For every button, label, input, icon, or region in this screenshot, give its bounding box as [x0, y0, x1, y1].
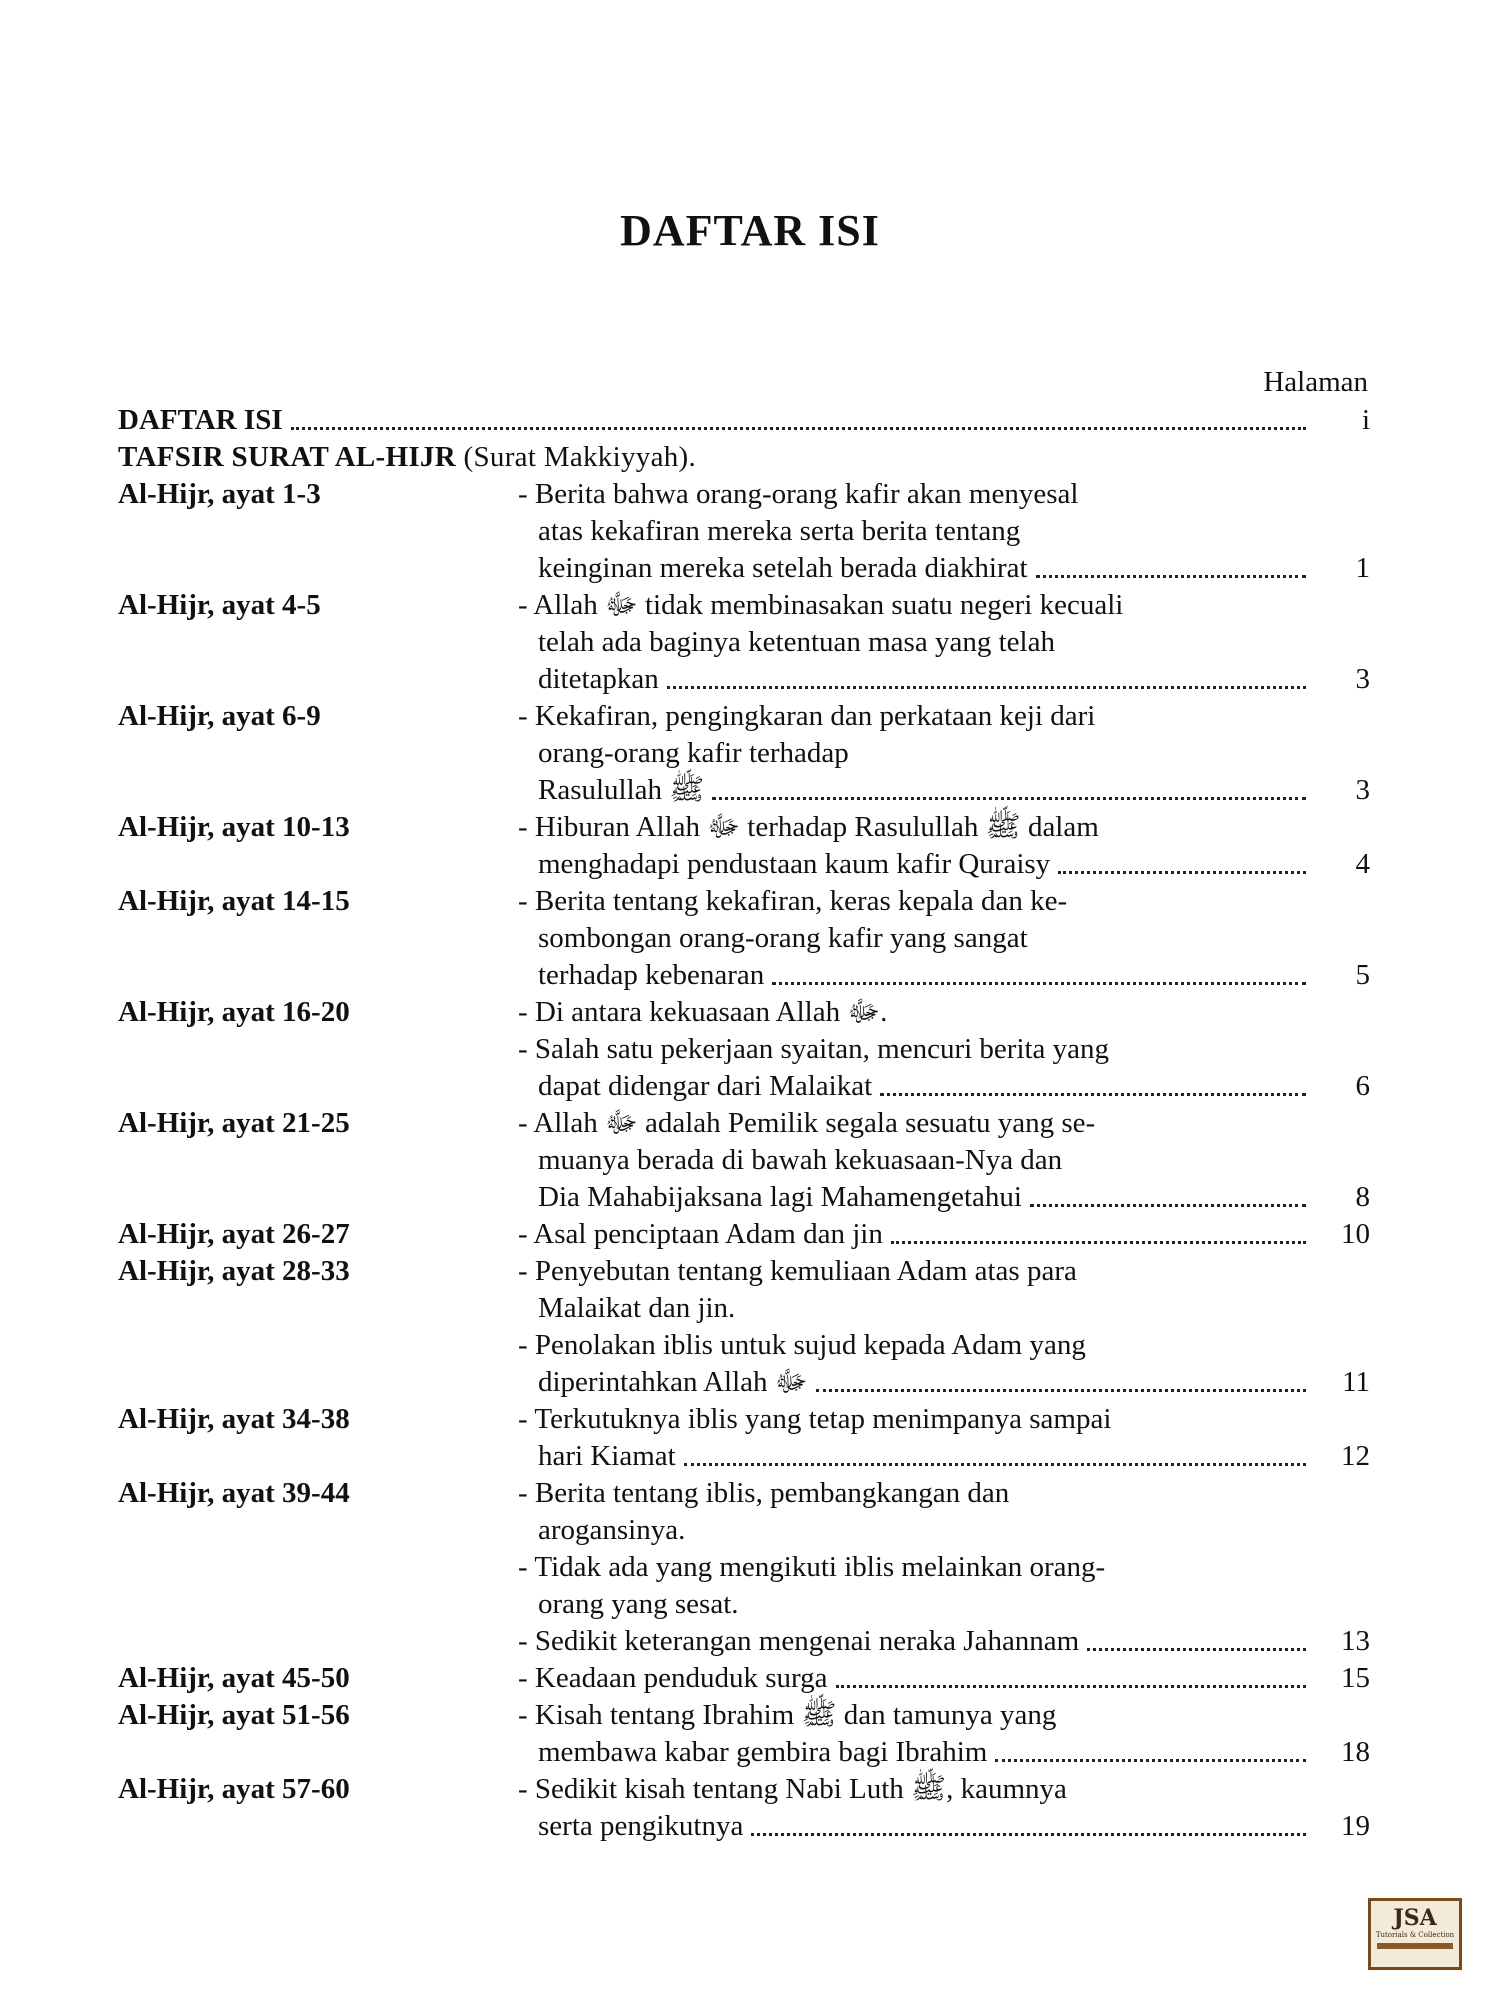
entry-line [518, 698, 1370, 735]
entry-item [518, 883, 1370, 994]
entry-line [518, 1105, 1370, 1142]
page-number: 3 [1355, 774, 1370, 806]
entry-label: Al-Hijr, ayat 34-38 [118, 1403, 350, 1435]
toc-entry [118, 587, 1370, 698]
entry-item [518, 1401, 1370, 1475]
leader-dots [891, 1241, 1306, 1244]
entry-line [518, 661, 1370, 698]
page-number: 13 [1341, 1625, 1370, 1657]
page-number: 11 [1342, 1366, 1370, 1398]
entry-label: Al-Hijr, ayat 1-3 [118, 478, 321, 510]
entry-text: - Salah satu pekerjaan syaitan, mencuri berita yang [518, 1033, 1110, 1065]
entry-text: orang yang sesat. [538, 1588, 739, 1620]
entry-line [518, 1623, 1370, 1660]
entry-line [518, 1586, 1370, 1623]
page-title: DAFTAR ISI [620, 206, 880, 255]
entry-item [518, 1660, 1370, 1697]
entry-label: Al-Hijr, ayat 28-33 [118, 1255, 350, 1287]
toc-entry [118, 1697, 1370, 1771]
toc-entry [118, 1253, 1370, 1401]
entry-line [518, 846, 1370, 883]
toc-entry [118, 698, 1370, 809]
entry-line [518, 587, 1370, 624]
entry-line [518, 1031, 1370, 1068]
entry-line [518, 1401, 1370, 1438]
leader-dots [1058, 871, 1306, 874]
entry-label: Al-Hijr, ayat 45-50 [118, 1662, 350, 1694]
entry-line [518, 1364, 1370, 1401]
entry-line [518, 1549, 1370, 1586]
entry-text: keinginan mereka setelah berada diakhirat [538, 552, 1028, 584]
leader-dots [816, 1389, 1306, 1392]
entry-item [518, 1327, 1370, 1401]
toc-entry [118, 1475, 1370, 1660]
leader-dots [1030, 1204, 1306, 1207]
entry-line [518, 1327, 1370, 1364]
leader-dots [772, 982, 1306, 985]
page-number: 18 [1341, 1736, 1370, 1768]
entry-items [518, 1660, 1370, 1697]
entry-item [518, 587, 1370, 698]
entry-text: - Berita tentang kekafiran, keras kepala dan ke- [518, 885, 1068, 917]
entry-label: Al-Hijr, ayat 14-15 [118, 885, 350, 917]
leader-dots [880, 1093, 1306, 1096]
entry-items [518, 476, 1370, 587]
entry-text: - Berita tentang iblis, pembangkangan dan [518, 1477, 1010, 1509]
entry-line [518, 1734, 1370, 1771]
logo-text: JSA [1393, 1905, 1437, 1931]
entry-text: - Sedikit keterangan mengenai neraka Jahannam [518, 1625, 1080, 1657]
entry-item [518, 1697, 1370, 1771]
entry-line [518, 772, 1370, 809]
entry-line [518, 957, 1370, 994]
toc-entries [118, 476, 1370, 1845]
toc-entry [118, 1401, 1370, 1475]
entry-line [518, 1660, 1370, 1697]
entry-text: - Berita bahwa orang-orang kafir akan menyesal [518, 478, 1079, 510]
leader-dots [291, 427, 1306, 430]
entry-items [518, 1697, 1370, 1771]
toc-entry [118, 476, 1370, 587]
toc-entry [118, 1105, 1370, 1216]
entry-items [518, 1253, 1370, 1401]
entry-line [518, 1808, 1370, 1845]
entry-text: - Allah ﷻ tidak membinasakan suatu negeri kecuali [518, 589, 1124, 621]
entry-text: ditetapkan [538, 663, 659, 695]
toc-entry [118, 1216, 1370, 1253]
entry-line [518, 920, 1370, 957]
page-number: 4 [1355, 848, 1370, 880]
entry-text: - Penolakan iblis untuk sujud kepada Adam yang [518, 1329, 1086, 1361]
page-number: 6 [1355, 1070, 1370, 1102]
toc-entry [118, 994, 1370, 1105]
entry-text: muanya berada di bawah kekuasaan-Nya dan [538, 1144, 1063, 1176]
entry-text: - Terkutuknya iblis yang tetap menimpanya sampai [518, 1403, 1112, 1435]
entry-text: telah ada baginya ketentuan masa yang telah [538, 626, 1055, 658]
entry-line [518, 1253, 1370, 1290]
entry-item [518, 1771, 1370, 1845]
leader-dots [836, 1685, 1307, 1688]
page-number: 3 [1355, 663, 1370, 695]
entry-text: - Allah ﷻ adalah Pemilik segala sesuatu yang se- [518, 1107, 1096, 1139]
entry-text: - Kekafiran, pengingkaran dan perkataan keji dari [518, 700, 1096, 732]
entry-items [518, 883, 1370, 994]
entry-text: Malaikat dan jin. [538, 1292, 736, 1324]
entry-line [518, 994, 1370, 1031]
entry-label: Al-Hijr, ayat 4-5 [118, 589, 321, 621]
entry-line [518, 1697, 1370, 1734]
page-number: 19 [1341, 1810, 1370, 1842]
entry-text: serta pengikutnya [538, 1810, 744, 1842]
section-title: TAFSIR SURAT AL-HIJR [118, 441, 456, 473]
entry-text: - Penyebutan tentang kemuliaan Adam atas para [518, 1255, 1077, 1287]
entry-label: Al-Hijr, ayat 26-27 [118, 1218, 350, 1250]
toc-top-label: DAFTAR ISI [118, 404, 283, 436]
entry-text: - Di antara kekuasaan Allah ﷻ. [518, 996, 888, 1028]
entry-items [518, 1475, 1370, 1660]
leader-dots [995, 1759, 1306, 1762]
page-number: 12 [1341, 1440, 1370, 1472]
entry-line [518, 1216, 1370, 1253]
page-number: 8 [1355, 1181, 1370, 1213]
leader-dots [667, 686, 1306, 689]
entry-label: Al-Hijr, ayat 10-13 [118, 811, 350, 843]
entry-label: Al-Hijr, ayat 39-44 [118, 1477, 350, 1509]
section-heading [118, 439, 1370, 476]
page-number: 10 [1341, 1218, 1370, 1250]
section-subtitle: (Surat Makkiyyah). [463, 441, 697, 473]
entry-items [518, 1105, 1370, 1216]
entry-line [518, 735, 1370, 772]
entry-line [518, 550, 1370, 587]
table-of-contents [118, 402, 1370, 1845]
entry-item [518, 476, 1370, 587]
leader-dots [712, 797, 1306, 800]
publisher-logo [1368, 1898, 1462, 1970]
entry-item [518, 809, 1370, 883]
entry-text: - Sedikit kisah tentang Nabi Luth ﷺ, kaumnya [518, 1773, 1067, 1805]
entry-line [518, 1475, 1370, 1512]
entry-line [518, 1068, 1370, 1105]
toc-entry [118, 1660, 1370, 1697]
entry-items [518, 587, 1370, 698]
entry-item [518, 1105, 1370, 1216]
entry-line [518, 1438, 1370, 1475]
entry-text: Rasulullah ﷺ [538, 774, 705, 806]
entry-text: diperintahkan Allah ﷻ [538, 1366, 808, 1398]
page-column-header: Halaman [1263, 366, 1368, 398]
entry-item [518, 1475, 1370, 1549]
toc-entry [118, 1771, 1370, 1845]
leader-dots [751, 1833, 1306, 1836]
logo-subtext: Tutorials & Collection [1375, 1931, 1455, 1939]
entry-text: atas kekafiran mereka serta berita tentang [538, 515, 1021, 547]
entry-items [518, 1401, 1370, 1475]
leader-dots [1036, 575, 1306, 578]
entry-item [518, 1623, 1370, 1660]
entry-text: sombongan orang-orang kafir yang sangat [538, 922, 1028, 954]
entry-line [518, 1512, 1370, 1549]
toc-entry [118, 883, 1370, 994]
entry-item [518, 1253, 1370, 1327]
leader-dots [684, 1463, 1306, 1466]
entry-item [518, 1216, 1370, 1253]
entry-label: Al-Hijr, ayat 51-56 [118, 1699, 350, 1731]
entry-item [518, 698, 1370, 809]
page-number: 15 [1341, 1662, 1370, 1694]
entry-text: arogansinya. [538, 1514, 686, 1546]
toc-top-page: i [1361, 404, 1370, 436]
entry-label: Al-Hijr, ayat 57-60 [118, 1773, 350, 1805]
entry-text: orang-orang kafir terhadap [538, 737, 849, 769]
toc-entry [118, 809, 1370, 883]
entry-line [518, 1142, 1370, 1179]
entry-text: menghadapi pendustaan kaum kafir Quraisy [538, 848, 1051, 880]
entry-items [518, 1216, 1370, 1253]
entry-text: - Asal penciptaan Adam dan jin [518, 1218, 883, 1250]
entry-text: Dia Mahabijaksana lagi Mahamengetahui [538, 1181, 1022, 1213]
entry-items [518, 809, 1370, 883]
entry-text: terhadap kebenaran [538, 959, 765, 991]
entry-text: dapat didengar dari Malaikat [538, 1070, 873, 1102]
entry-line [518, 513, 1370, 550]
entry-text: - Keadaan penduduk surga [518, 1662, 828, 1694]
entry-item [518, 1031, 1370, 1105]
entry-label: Al-Hijr, ayat 6-9 [118, 700, 321, 732]
entry-line [518, 883, 1370, 920]
entry-item [518, 1549, 1370, 1623]
entry-items [518, 994, 1370, 1105]
leader-dots [1087, 1648, 1306, 1651]
entry-item [518, 994, 1370, 1031]
entry-line [518, 1290, 1370, 1327]
entry-text: - Kisah tentang Ibrahim ﷺ dan tamunya yang [518, 1699, 1057, 1731]
entry-line [518, 476, 1370, 513]
entry-line [518, 809, 1370, 846]
entry-line [518, 1771, 1370, 1808]
entry-line [518, 1179, 1370, 1216]
toc-top-row [118, 402, 1370, 439]
entry-items [518, 698, 1370, 809]
entry-text: hari Kiamat [538, 1440, 676, 1472]
entry-text: - Hiburan Allah ﷻ terhadap Rasulullah ﷺ dalam [518, 811, 1099, 843]
entry-line [518, 624, 1370, 661]
entry-items [518, 1771, 1370, 1845]
entry-label: Al-Hijr, ayat 21-25 [118, 1107, 350, 1139]
entry-label: Al-Hijr, ayat 16-20 [118, 996, 350, 1028]
page-number: 1 [1355, 552, 1370, 584]
entry-text: membawa kabar gembira bagi Ibrahim [538, 1736, 988, 1768]
entry-text: - Tidak ada yang mengikuti iblis melainkan orang- [518, 1551, 1106, 1583]
logo-bar [1377, 1943, 1453, 1949]
page-number: 5 [1355, 959, 1370, 991]
